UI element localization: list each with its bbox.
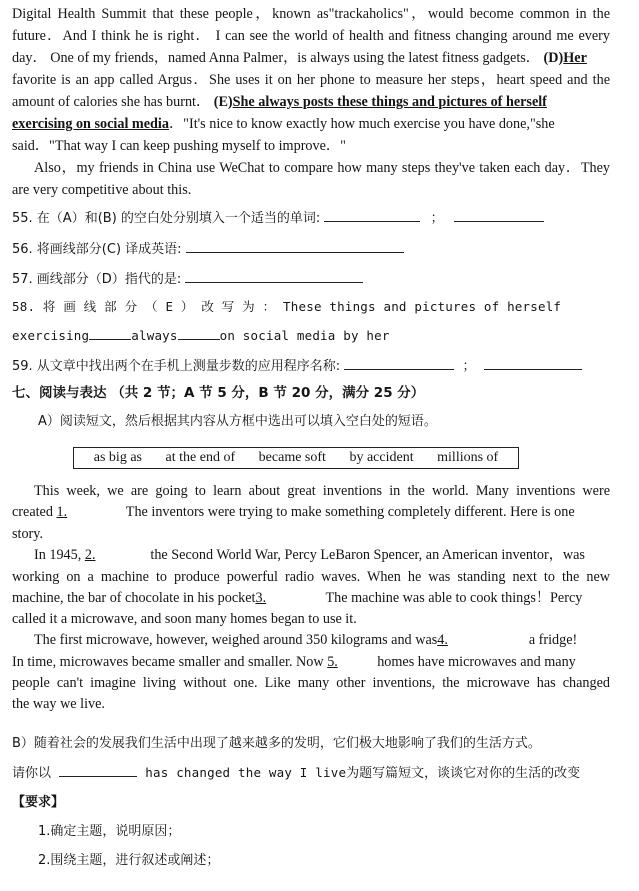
- passage-text: future．And I think he is right． I can see the world of health and fitness changing around me every: [12, 28, 610, 44]
- phrase-option: at the end of: [165, 450, 236, 465]
- separator: ；: [430, 211, 444, 226]
- part-a-instruction: A）阅读短文，然后根据其内容从方框中选出可以填入空白处的短语。: [38, 414, 437, 429]
- passage-text: a fridge!: [525, 632, 578, 648]
- phrase-option: became soft: [258, 450, 326, 465]
- passage-text: ．"It's nice to know exactly how much exercise you have done,"she: [168, 116, 555, 132]
- blank-5[interactable]: 5.: [327, 654, 338, 670]
- phrase-option: as big as: [93, 450, 142, 465]
- passage-text: working on a machine to produce powerful radio waves. When he was standing next to the new: [12, 569, 610, 585]
- passage-text: said．"That way I can keep pushing myself to improve．": [12, 138, 346, 154]
- prompt-text: has changed the way I live: [145, 765, 347, 780]
- passage-text: day． One of my friends，named Anna Palmer，is always using the latest fitness gadgets．: [12, 50, 540, 66]
- label-e: (E): [213, 94, 233, 110]
- passage-line-9: [12, 179, 610, 201]
- prompt-text: 请你以: [12, 766, 52, 781]
- phrase-box: [73, 447, 519, 469]
- answer-blank-59a[interactable]: [344, 355, 454, 370]
- question-text: 55. 在（A）和(B) 的空白处分别填入一个适当的单词:: [12, 211, 321, 226]
- passage-text: Digital Health Summit that these people，known as"trackaholics"，would become common in the: [12, 6, 610, 22]
- passage-text: homes have microwaves and many: [377, 654, 576, 670]
- passage2-line-6: [12, 587, 610, 609]
- passage-text: people can't imagine living without one. Like many other inventions, the microwave has changed: [12, 675, 610, 691]
- phrase-option: millions of: [437, 450, 499, 465]
- answer-blank-59b[interactable]: [484, 355, 582, 370]
- part-b-line-1: B）随着社会的发展我们生活中出现了越来越多的发明，它们极大地影响了我们的生活方式。: [12, 736, 541, 751]
- passage-line-6: [12, 113, 610, 135]
- question-58: [12, 296, 610, 318]
- requirement-1: 1.确定主题，说明原因；: [38, 824, 181, 839]
- passage-line-8: [34, 157, 610, 179]
- answer-blank-56[interactable]: [186, 238, 404, 253]
- passage-text: machine, the bar of chocolate in his pocket: [12, 590, 256, 606]
- passage-line-2: [12, 25, 610, 47]
- answer-blank-58b[interactable]: [178, 325, 220, 340]
- passage2-line-8: [34, 629, 610, 651]
- passage2-line-11: [12, 693, 610, 715]
- passage-text: are very competitive about this.: [12, 182, 192, 198]
- passage-text: The first microwave, however, weighed around 350 kilograms and was: [34, 632, 438, 648]
- question-text: exercising: [12, 328, 90, 343]
- answer-blank-55a[interactable]: [324, 207, 420, 222]
- question-59: [12, 355, 610, 378]
- passage-line-5: [12, 91, 610, 113]
- passage2-line-7: [12, 608, 610, 630]
- passage2-line-2: [12, 501, 610, 523]
- passage2-line-5: [12, 566, 610, 588]
- passage-text: story.: [12, 526, 43, 542]
- underlined-sentence-e: She always posts these things and pictures of herself: [232, 94, 547, 110]
- passage2-line-10: [12, 672, 610, 694]
- passage-text: This week, we are going to learn about great inventions in the world. Many inventions were: [34, 483, 610, 499]
- question-text: 58. 将 画 线 部 分 （ E ） 改 写 为 ： These things and pictures of herself: [12, 299, 562, 314]
- passage2-line-3: [12, 523, 610, 545]
- passage-text: called it a microwave, and soon many homes began to use it.: [12, 611, 357, 627]
- passage-text: the way we live.: [12, 696, 105, 712]
- passage2-line-1: [34, 480, 610, 502]
- passage2-line-9: [12, 651, 610, 673]
- question-58-line-2: [12, 325, 610, 347]
- answer-blank-58a[interactable]: [89, 325, 131, 340]
- prompt-text: 为题写篇短文，谈谈它对你的生活的改变: [346, 766, 581, 781]
- passage-text: amount of calories she has burnt．: [12, 94, 211, 110]
- blank-4[interactable]: 4.: [437, 632, 448, 648]
- passage-line-7: [12, 135, 610, 157]
- title-blank[interactable]: [59, 762, 137, 777]
- question-57: [12, 268, 610, 291]
- answer-blank-55b[interactable]: [454, 207, 544, 222]
- passage-text: Also，my friends in China use WeChat to compare how many steps they've taken each day．They: [34, 160, 610, 176]
- label-d: (D): [543, 50, 564, 66]
- underlined-her: Her: [563, 50, 587, 66]
- blank-3[interactable]: 3.: [255, 590, 267, 606]
- phrase-option: by accident: [349, 450, 414, 465]
- passage-text: In time, microwaves became smaller and smaller. Now: [12, 654, 324, 670]
- passage-text: The machine was able to cook things！Percy: [325, 590, 583, 606]
- question-text: 59. 从文章中找出两个在手机上测量步数的应用程序名称:: [12, 359, 341, 374]
- passage-text: the Second World War, Percy LeBaron Spencer, an American inventor，was: [150, 547, 585, 563]
- passage-text: favorite is an app called Argus．She uses it on her phone to measure her steps，heart speed and the: [12, 72, 610, 88]
- question-text: 56. 将画线部分(C) 译成英语:: [12, 242, 182, 257]
- passage-line-1: [12, 3, 610, 25]
- passage-text: created: [12, 504, 53, 520]
- passage-text: The inventors were trying to make something completely different. Here is one: [125, 504, 575, 520]
- blank-1[interactable]: 1.: [56, 504, 68, 520]
- question-text: on social media by her: [219, 328, 390, 343]
- requirement-2: 2.围绕主题，进行叙述或阐述；: [38, 853, 220, 868]
- answer-blank-57[interactable]: [185, 268, 363, 283]
- separator: ；: [462, 359, 476, 374]
- section-7-title: 七、阅读与表达 （共 2 节；A 节 5 分，B 节 20 分，满分 25 分）: [12, 385, 425, 401]
- part-b-line-2: [12, 762, 610, 785]
- question-text: always: [131, 328, 178, 343]
- passage2-line-4: [34, 544, 610, 566]
- passage-line-3: [12, 47, 610, 69]
- passage-text: In 1945,: [34, 547, 82, 563]
- question-55: [12, 207, 610, 230]
- question-text: 57. 画线部分（D）指代的是:: [12, 272, 182, 287]
- requirements-title: 【要求】: [12, 795, 65, 810]
- question-56: [12, 238, 610, 261]
- passage-line-4: [12, 69, 610, 91]
- blank-2[interactable]: 2.: [84, 547, 96, 563]
- underlined-sentence-e-end: exercising on social media: [12, 116, 169, 132]
